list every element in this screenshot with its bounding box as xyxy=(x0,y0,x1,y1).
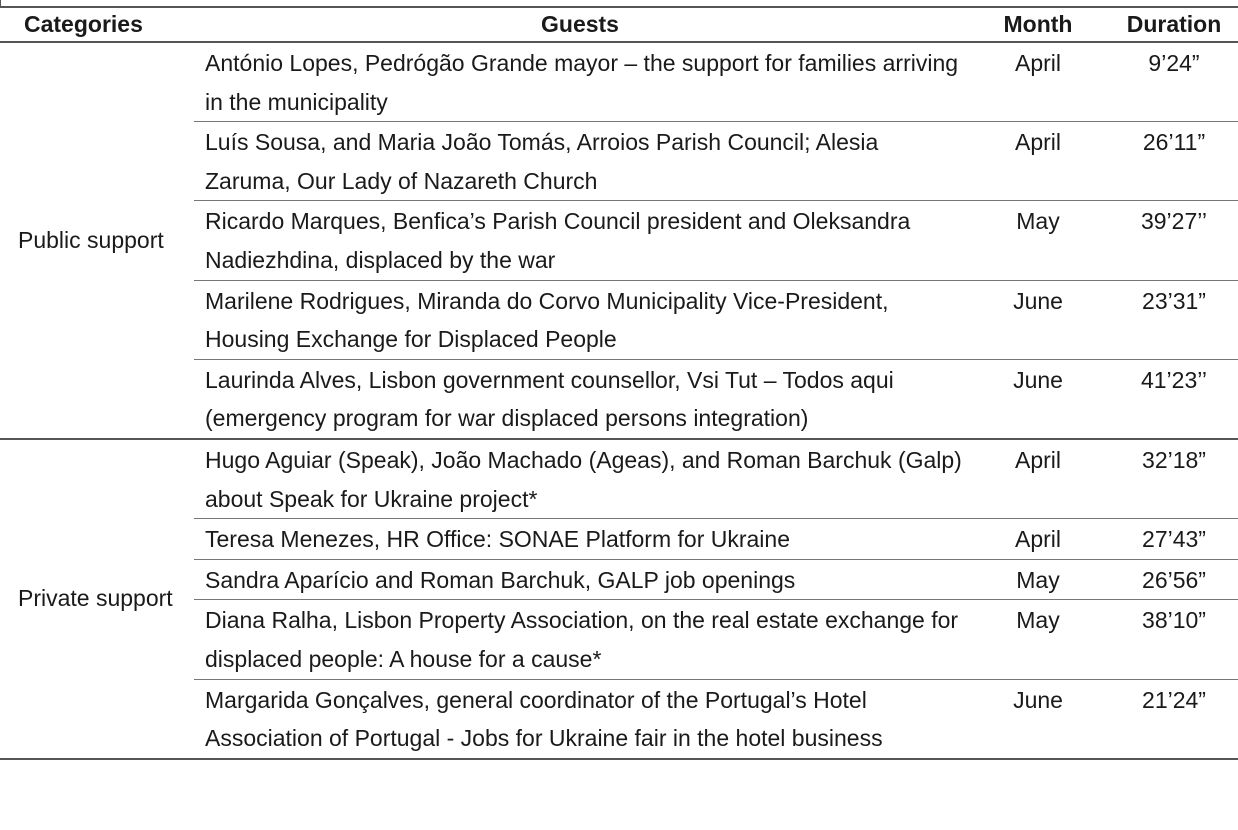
duration-cell: 27’43” xyxy=(1110,519,1238,560)
guests-cell: Marilene Rodrigues, Miranda do Corvo Municipality Vice-President, Housing Exchange for Displaced People xyxy=(194,280,966,359)
guests-cell: António Lopes, Pedrógão Grande mayor – the support for families arriving in the municipality xyxy=(205,50,959,115)
duration-cell: 32’18” xyxy=(1142,446,1206,473)
guests-cell: Laurinda Alves, Lisbon government counsellor, Vsi Tut – Todos aqui (emergency program for war displaced persons integration) xyxy=(194,359,966,439)
month-cell: June xyxy=(966,679,1110,759)
month-cell: May xyxy=(966,201,1110,280)
header-month: Month xyxy=(1003,11,1073,37)
duration-cell: 9’24” xyxy=(1148,50,1200,76)
duration-cell: 26’11” xyxy=(1110,122,1238,201)
month-cell: May xyxy=(966,559,1110,600)
guests-cell: Luís Sousa, and Maria João Tomás, Arroios Parish Council; Alesia Zaruma, Our Lady of Nazareth Church xyxy=(194,122,966,201)
guests-cell: Margarida Gonçalves, general coordinator of the Portugal’s Hotel Association of Portugal - Jobs for Ukraine fair in the hotel business xyxy=(194,679,966,759)
month-cell: May xyxy=(966,600,1110,679)
table-header xyxy=(0,7,1238,42)
duration-cell: 23’31” xyxy=(1110,280,1238,359)
month-cell: June xyxy=(966,280,1110,359)
category-cell: Public support xyxy=(18,226,164,253)
month-cell: June xyxy=(966,359,1110,439)
header-duration: Duration xyxy=(1126,11,1222,37)
guests-cell: Diana Ralha, Lisbon Property Association, on the real estate exchange for displaced people: A house for a cause* xyxy=(194,600,966,679)
group-private-support xyxy=(0,439,1238,759)
header-guests: Guests xyxy=(541,11,619,37)
table-row xyxy=(0,439,1238,519)
guests-cell: Teresa Menezes, HR Office: SONAE Platform for Ukraine xyxy=(194,519,966,560)
duration-cell: 38’10” xyxy=(1110,600,1238,679)
header-categories: Categories xyxy=(24,11,143,37)
month-cell: April xyxy=(966,519,1110,560)
podcast-guests-table xyxy=(0,6,1238,760)
duration-cell: 21’24” xyxy=(1110,679,1238,759)
guests-cell: Sandra Aparício and Roman Barchuk, GALP job openings xyxy=(194,559,966,600)
category-cell: Private support xyxy=(18,585,173,612)
duration-cell: 41’23’’ xyxy=(1110,359,1238,439)
guests-cell: Ricardo Marques, Benfica’s Parish Council president and Oleksandra Nadiezhdina, displaced by the war xyxy=(194,201,966,280)
month-cell: April xyxy=(1014,50,1061,76)
month-cell: April xyxy=(966,122,1110,201)
duration-cell: 39’27’’ xyxy=(1110,201,1238,280)
table-row xyxy=(0,42,1238,122)
guests-cell: Hugo Aguiar (Speak), João Machado (Ageas), and Roman Barchuk (Galp) about Speak for Ukraine project* xyxy=(205,446,962,512)
month-cell: April xyxy=(1014,446,1061,473)
group-public-support xyxy=(0,42,1238,439)
duration-cell: 26’56” xyxy=(1110,559,1238,600)
